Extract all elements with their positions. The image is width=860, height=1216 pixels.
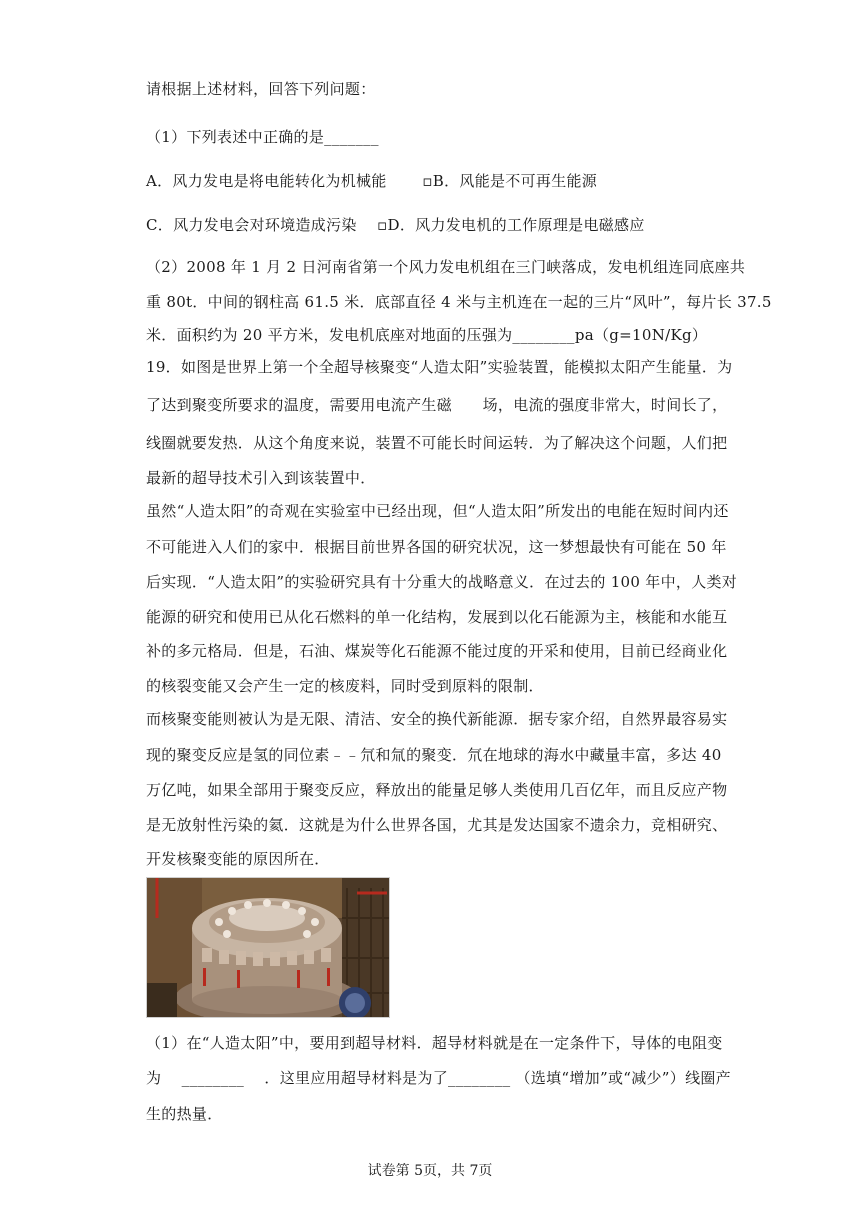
line-15: 补的多元格局．但是，石油、煤炭等化石能源不能过度的开采和使用，目前已经商业化 bbox=[146, 642, 728, 660]
line-12: 不可能进入人们的家中．根据目前世界各国的研究状况，这一梦想最快有可能在 50 年 bbox=[146, 538, 727, 556]
line-2: A．风力发电是将电能转化为机械能 ▫B．风能是不可再生能源 bbox=[146, 172, 598, 190]
line-1: （1）下列表述中正确的是_______ bbox=[146, 128, 379, 146]
line-11: 虽然“人造太阳”的奇观在实验室中已经出现，但“人造太阳”所发出的电能在短时间内还 bbox=[146, 502, 729, 520]
artificial-sun-photo bbox=[146, 877, 390, 1018]
line-16: 的核裂变能又会产生一定的核废料，同时受到原料的限制． bbox=[146, 677, 544, 695]
line-9: 线圈就要发热．从这个角度来说，装置不可能长时间运转．为了解决这个问题，人们把 bbox=[146, 434, 728, 452]
line-4: （2）2008 年 1 月 2 日河南省第一个风力发电机组在三门峡落成，发电机组连同底座共 bbox=[146, 258, 746, 276]
line-7: 19．如图是世界上第一个全超导核聚变“人造太阳”实验装置，能模拟太阳产生能量．为 bbox=[146, 358, 733, 376]
line-14: 能源的研究和使用已从化石燃料的单一化结构，发展到以化石能源为主，核能和水能互 bbox=[146, 608, 728, 626]
line-21: 开发核聚变能的原因所在． bbox=[146, 850, 330, 868]
line-5: 重 80t．中间的钢柱高 61.5 米．底部直径 4 米与主机连在一起的三片“风叶”，每片长 37.5 bbox=[146, 293, 772, 311]
line-6: 米．面积约为 20 平方米，发电机底座对地面的压强为________pa（g=10N/Kg） bbox=[146, 326, 708, 344]
line-17: 而核聚变能则被认为是无限、清洁、安全的换代新能源．据专家介绍，自然界最容易实 bbox=[146, 710, 728, 728]
line-10: 最新的超导技术引入到该装置中． bbox=[146, 469, 376, 487]
page-footer: 试卷第 5页，共 7页 bbox=[367, 1163, 493, 1179]
line-22: （1）在“人造太阳”中，要用到超导材料．超导材料就是在一定条件下，导体的电阻变 bbox=[146, 1034, 723, 1052]
line-20: 是无放射性污染的氦．这就是为什么世界各国，尤其是发达国家不遗余力，竞相研究、 bbox=[146, 816, 728, 834]
line-8: 了达到聚变所要求的温度，需要用电流产生磁 场，电流的强度非常大，时间长了， bbox=[146, 396, 728, 414]
line-13: 后实现．“人造太阳”的实验研究具有十分重大的战略意义．在过去的 100 年中，人类对 bbox=[146, 573, 738, 591]
line-3: C．风力发电会对环境造成污染 ▫D．风力发电机的工作原理是电磁感应 bbox=[146, 216, 645, 234]
line-0: 请根据上述材料，回答下列问题： bbox=[146, 80, 376, 98]
line-18: 现的聚变反应是氢的同位素﹣﹣氘和氚的聚变．氘在地球的海水中藏量丰富，多达 40 bbox=[146, 746, 722, 764]
line-23: 为 ________ ．这里应用超导材料是为了________ （选填“增加”或“减少”）线圈产 bbox=[146, 1069, 731, 1087]
line-24: 生的热量． bbox=[146, 1105, 223, 1123]
line-19: 万亿吨，如果全部用于聚变反应，释放出的能量足够人类使用几百亿年，而且反应产物 bbox=[146, 781, 728, 799]
